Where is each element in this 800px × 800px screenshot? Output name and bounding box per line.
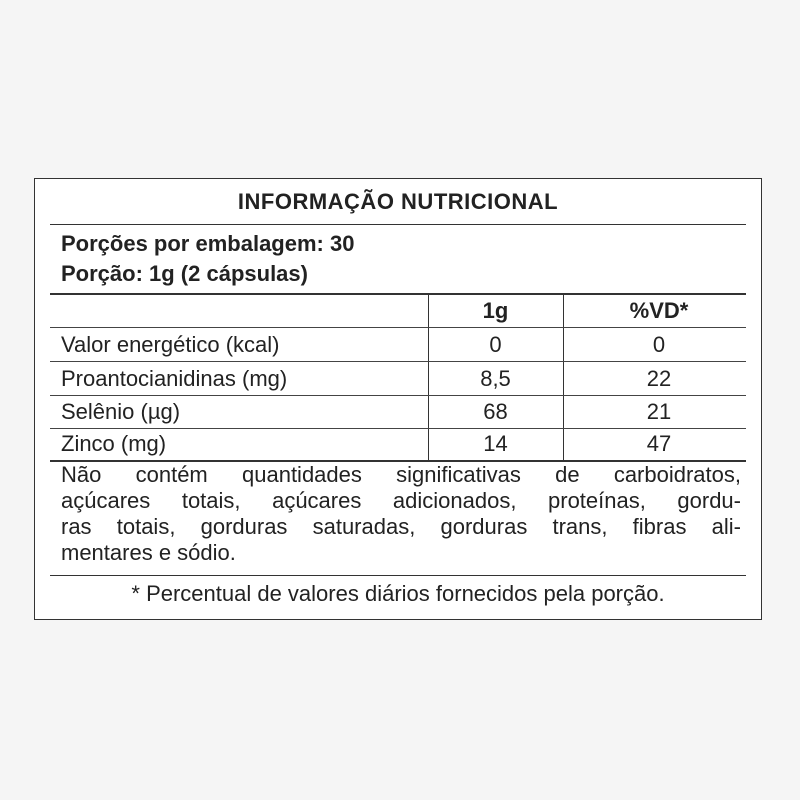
- column-header-daily-value: %VD*: [629, 298, 689, 323]
- note-line: ras totais, gorduras saturadas, gorduras trans, fibras ali-: [61, 514, 741, 539]
- column-divider: [563, 295, 564, 460]
- daily-value-footnote: * Percentual de valores diários fornecidos pela porção.: [131, 581, 665, 606]
- nutrient-amount: 68: [483, 399, 508, 424]
- title-divider: [50, 224, 746, 225]
- nutrient-daily-value: 47: [646, 431, 672, 456]
- nutrient-daily-value: 0: [652, 332, 666, 357]
- nutrient-daily-value: 22: [646, 366, 672, 391]
- serving-size: Porção: 1g (2 cápsulas): [61, 261, 308, 286]
- nutrient-amount: 8,5: [480, 366, 511, 391]
- label-title: INFORMAÇÃO NUTRICIONAL: [237, 189, 559, 214]
- nutrient-name: Valor energético (kcal): [61, 332, 280, 357]
- nutrient-amount: 14: [483, 431, 508, 456]
- nutrient-name: Selênio (µg): [61, 399, 181, 424]
- nutrient-name: Zinco (mg): [61, 431, 167, 456]
- note-line: Não contém quantidades significativas de carboidratos,: [61, 462, 741, 487]
- note-line: açúcares totais, açúcares adicionados, proteínas, gordu-: [61, 488, 741, 513]
- footnote-divider: [50, 575, 746, 576]
- note-line: mentares e sódio.: [61, 540, 236, 565]
- servings-per-package: Porções por embalagem: 30: [61, 231, 355, 256]
- nutrient-daily-value: 21: [646, 399, 672, 424]
- nutrient-name: Proantocianidinas (mg): [61, 366, 288, 391]
- column-header-amount: 1g: [482, 298, 509, 323]
- nutrient-amount: 0: [489, 332, 502, 357]
- nutrition-facts-label: [34, 178, 762, 620]
- not-significant-note: [61, 462, 741, 566]
